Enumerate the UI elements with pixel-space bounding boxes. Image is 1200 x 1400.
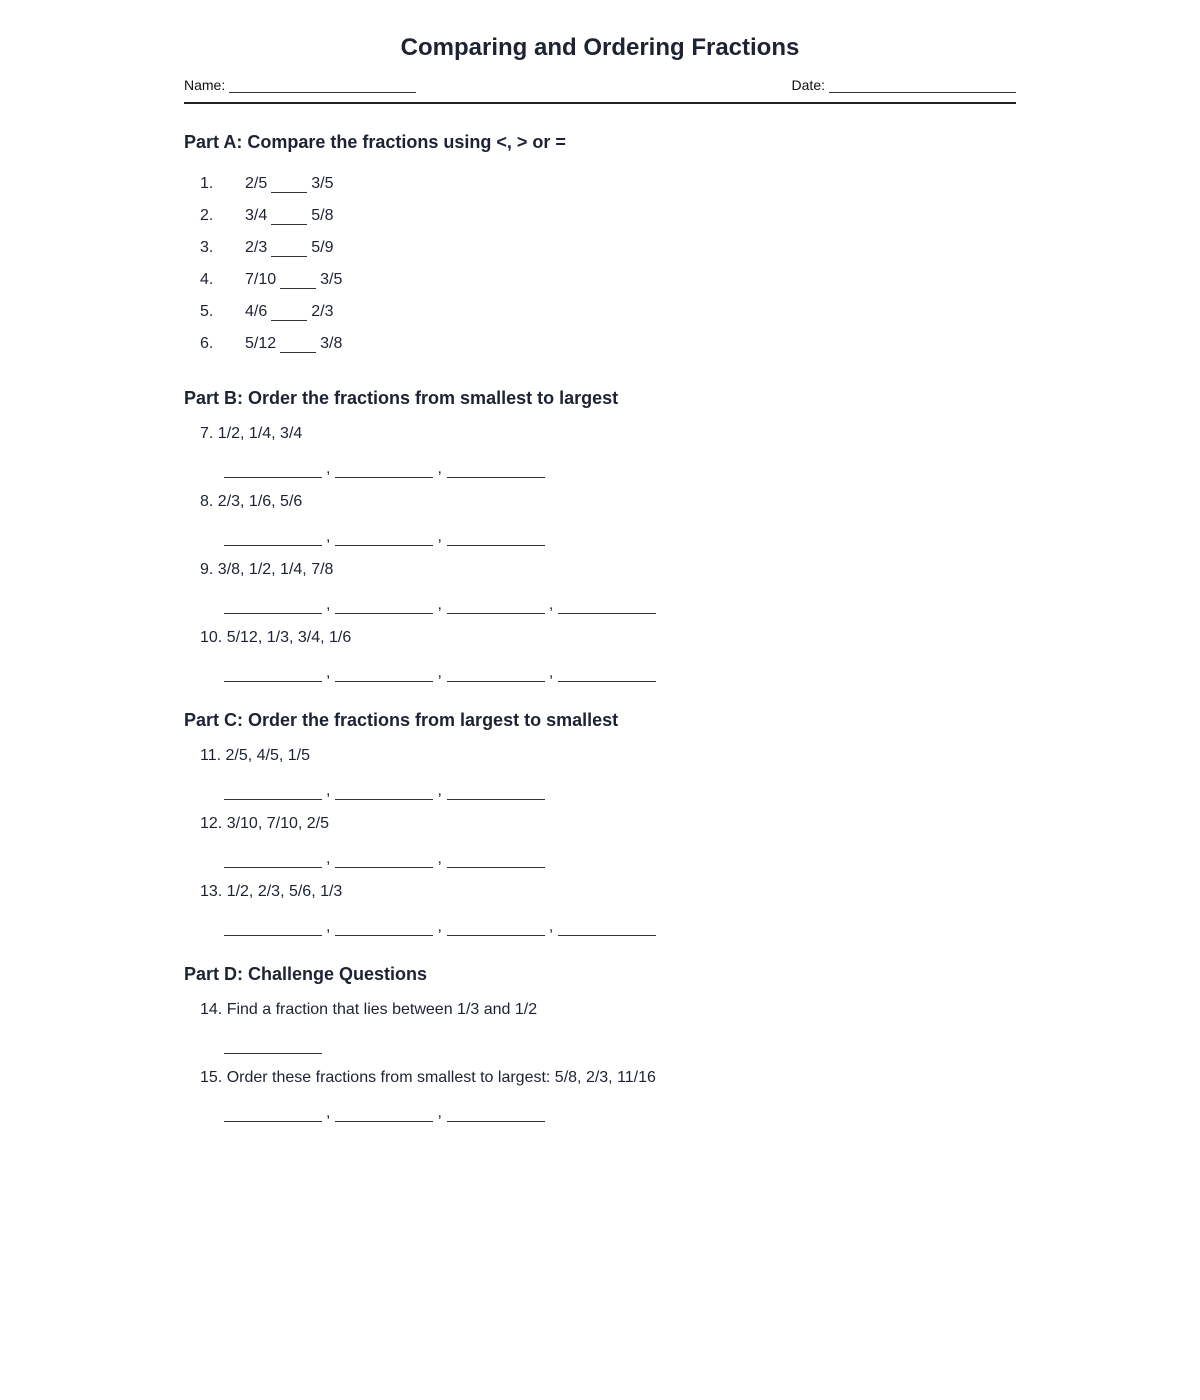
compare-item bbox=[200, 200, 1016, 232]
answer-blank[interactable] bbox=[224, 781, 322, 800]
answer-blank[interactable] bbox=[335, 1103, 433, 1122]
answer-blank[interactable] bbox=[335, 527, 433, 546]
right-fraction: 3/5 bbox=[320, 271, 343, 288]
question-item bbox=[184, 1068, 1016, 1122]
answer-separator: , bbox=[326, 918, 331, 935]
right-fraction: 5/8 bbox=[311, 207, 334, 224]
page-title: Comparing and Ordering Fractions bbox=[400, 34, 800, 61]
question-item bbox=[184, 628, 1016, 682]
answer-separator: , bbox=[437, 528, 442, 545]
part-a-title: Part A: Compare the fractions using <, > or = bbox=[184, 132, 566, 152]
compare-item bbox=[200, 328, 1016, 360]
right-fraction: 3/5 bbox=[311, 175, 334, 192]
left-fraction: 4/6 bbox=[245, 303, 268, 320]
left-fraction: 3/4 bbox=[245, 207, 268, 224]
question-text: 14. Find a fraction that lies between 1/3 and 1/2 bbox=[200, 1001, 538, 1018]
question-text: 10. 5/12, 1/3, 3/4, 1/6 bbox=[200, 629, 352, 646]
worksheet bbox=[184, 0, 1016, 1122]
item-number: 4. bbox=[200, 271, 214, 288]
answer-blank[interactable] bbox=[224, 663, 322, 682]
comparison-blank[interactable] bbox=[280, 272, 316, 289]
compare-item bbox=[200, 232, 1016, 264]
name-label: Name: bbox=[184, 77, 226, 93]
answer-blank[interactable] bbox=[447, 459, 545, 478]
answer-blank[interactable] bbox=[335, 781, 433, 800]
answer-row bbox=[200, 662, 1016, 682]
part-c-section bbox=[184, 708, 1016, 936]
answer-row bbox=[200, 916, 1016, 936]
answer-blank[interactable] bbox=[558, 663, 656, 682]
answer-blank[interactable] bbox=[558, 917, 656, 936]
answer-separator: , bbox=[326, 528, 331, 545]
answer-blank[interactable] bbox=[447, 849, 545, 868]
answer-blank[interactable] bbox=[335, 595, 433, 614]
answer-separator: , bbox=[326, 782, 331, 799]
answer-blank[interactable] bbox=[224, 1103, 322, 1122]
answer-row bbox=[200, 780, 1016, 800]
answer-blank[interactable] bbox=[447, 917, 545, 936]
comparison-blank[interactable] bbox=[271, 240, 307, 257]
question-text: 8. 2/3, 1/6, 5/6 bbox=[200, 493, 303, 510]
answer-blank[interactable] bbox=[558, 595, 656, 614]
answer-blank[interactable] bbox=[447, 527, 545, 546]
part-b-section bbox=[184, 386, 1016, 682]
answer-separator: , bbox=[326, 850, 331, 867]
answer-separator: , bbox=[326, 1104, 331, 1121]
question-text: 13. 1/2, 2/3, 5/6, 1/3 bbox=[200, 883, 343, 900]
right-fraction: 5/9 bbox=[311, 239, 334, 256]
answer-separator: , bbox=[437, 460, 442, 477]
question-text: 7. 1/2, 1/4, 3/4 bbox=[200, 425, 303, 442]
answer-blank[interactable] bbox=[447, 663, 545, 682]
part-b-title: Part B: Order the fractions from smallest to largest bbox=[184, 388, 619, 408]
part-d-title: Part D: Challenge Questions bbox=[184, 964, 428, 984]
answer-row bbox=[200, 458, 1016, 478]
answer-separator: , bbox=[326, 596, 331, 613]
question-text: 11. 2/5, 4/5, 1/5 bbox=[200, 747, 311, 764]
date-field bbox=[792, 77, 1016, 93]
compare-item bbox=[200, 296, 1016, 328]
answer-blank[interactable] bbox=[447, 1103, 545, 1122]
answer-blank[interactable] bbox=[335, 849, 433, 868]
name-input-line[interactable] bbox=[229, 78, 416, 93]
question-item bbox=[184, 746, 1016, 800]
compare-item bbox=[200, 168, 1016, 200]
answer-separator: , bbox=[437, 782, 442, 799]
answer-row bbox=[200, 848, 1016, 868]
question-text: 12. 3/10, 7/10, 2/5 bbox=[200, 815, 329, 832]
comparison-blank[interactable] bbox=[271, 176, 307, 193]
answer-separator: , bbox=[548, 918, 554, 935]
answer-blank[interactable] bbox=[447, 781, 545, 800]
comparison-blank[interactable] bbox=[271, 304, 307, 321]
answer-blank[interactable] bbox=[224, 527, 322, 546]
date-label: Date: bbox=[791, 77, 825, 93]
item-number: 1. bbox=[200, 175, 214, 192]
item-number: 2. bbox=[200, 207, 214, 224]
answer-separator: , bbox=[548, 664, 554, 681]
answer-separator: , bbox=[326, 460, 331, 477]
answer-row bbox=[200, 526, 1016, 546]
question-item bbox=[184, 492, 1016, 546]
item-number: 5. bbox=[200, 303, 214, 320]
answer-row bbox=[200, 1102, 1016, 1122]
left-fraction: 7/10 bbox=[245, 271, 277, 288]
left-fraction: 5/12 bbox=[245, 335, 277, 352]
item-number: 6. bbox=[200, 335, 214, 352]
part-d-section bbox=[184, 962, 1016, 1122]
question-item bbox=[184, 1000, 1016, 1054]
left-fraction: 2/3 bbox=[245, 239, 268, 256]
answer-separator: , bbox=[437, 918, 442, 935]
answer-blank[interactable] bbox=[335, 917, 433, 936]
comparison-blank[interactable] bbox=[271, 208, 307, 225]
right-fraction: 2/3 bbox=[311, 303, 334, 320]
answer-separator: , bbox=[548, 596, 554, 613]
question-item bbox=[184, 424, 1016, 478]
question-text: 15. Order these fractions from smallest to largest: 5/8, 2/3, 11/16 bbox=[200, 1069, 656, 1086]
answer-row bbox=[200, 594, 1016, 614]
question-item bbox=[184, 560, 1016, 614]
answer-blank[interactable] bbox=[335, 459, 433, 478]
question-item bbox=[184, 882, 1016, 936]
answer-blank[interactable] bbox=[224, 849, 322, 868]
answer-blank[interactable] bbox=[224, 917, 322, 936]
comparison-blank[interactable] bbox=[280, 336, 316, 353]
student-info-row bbox=[184, 77, 1016, 104]
right-fraction: 3/8 bbox=[320, 335, 343, 352]
answer-blank[interactable] bbox=[447, 595, 545, 614]
part-c-title: Part C: Order the fractions from largest to smallest bbox=[184, 710, 619, 730]
answer-blank[interactable] bbox=[335, 663, 433, 682]
question-item bbox=[184, 814, 1016, 868]
answer-separator: , bbox=[437, 664, 442, 681]
answer-separator: , bbox=[437, 850, 442, 867]
answer-blank[interactable] bbox=[224, 1035, 322, 1054]
answer-blank[interactable] bbox=[224, 595, 322, 614]
answer-separator: , bbox=[437, 1104, 442, 1121]
date-input-line[interactable] bbox=[829, 78, 1016, 93]
part-a-list bbox=[184, 168, 1016, 360]
answer-row bbox=[200, 1034, 1016, 1054]
left-fraction: 2/5 bbox=[245, 175, 268, 192]
answer-blank[interactable] bbox=[224, 459, 322, 478]
item-number: 3. bbox=[200, 239, 214, 256]
answer-separator: , bbox=[326, 664, 331, 681]
question-text: 9. 3/8, 1/2, 1/4, 7/8 bbox=[200, 561, 334, 578]
name-field bbox=[184, 77, 416, 93]
answer-separator: , bbox=[437, 596, 442, 613]
compare-item bbox=[200, 264, 1016, 296]
